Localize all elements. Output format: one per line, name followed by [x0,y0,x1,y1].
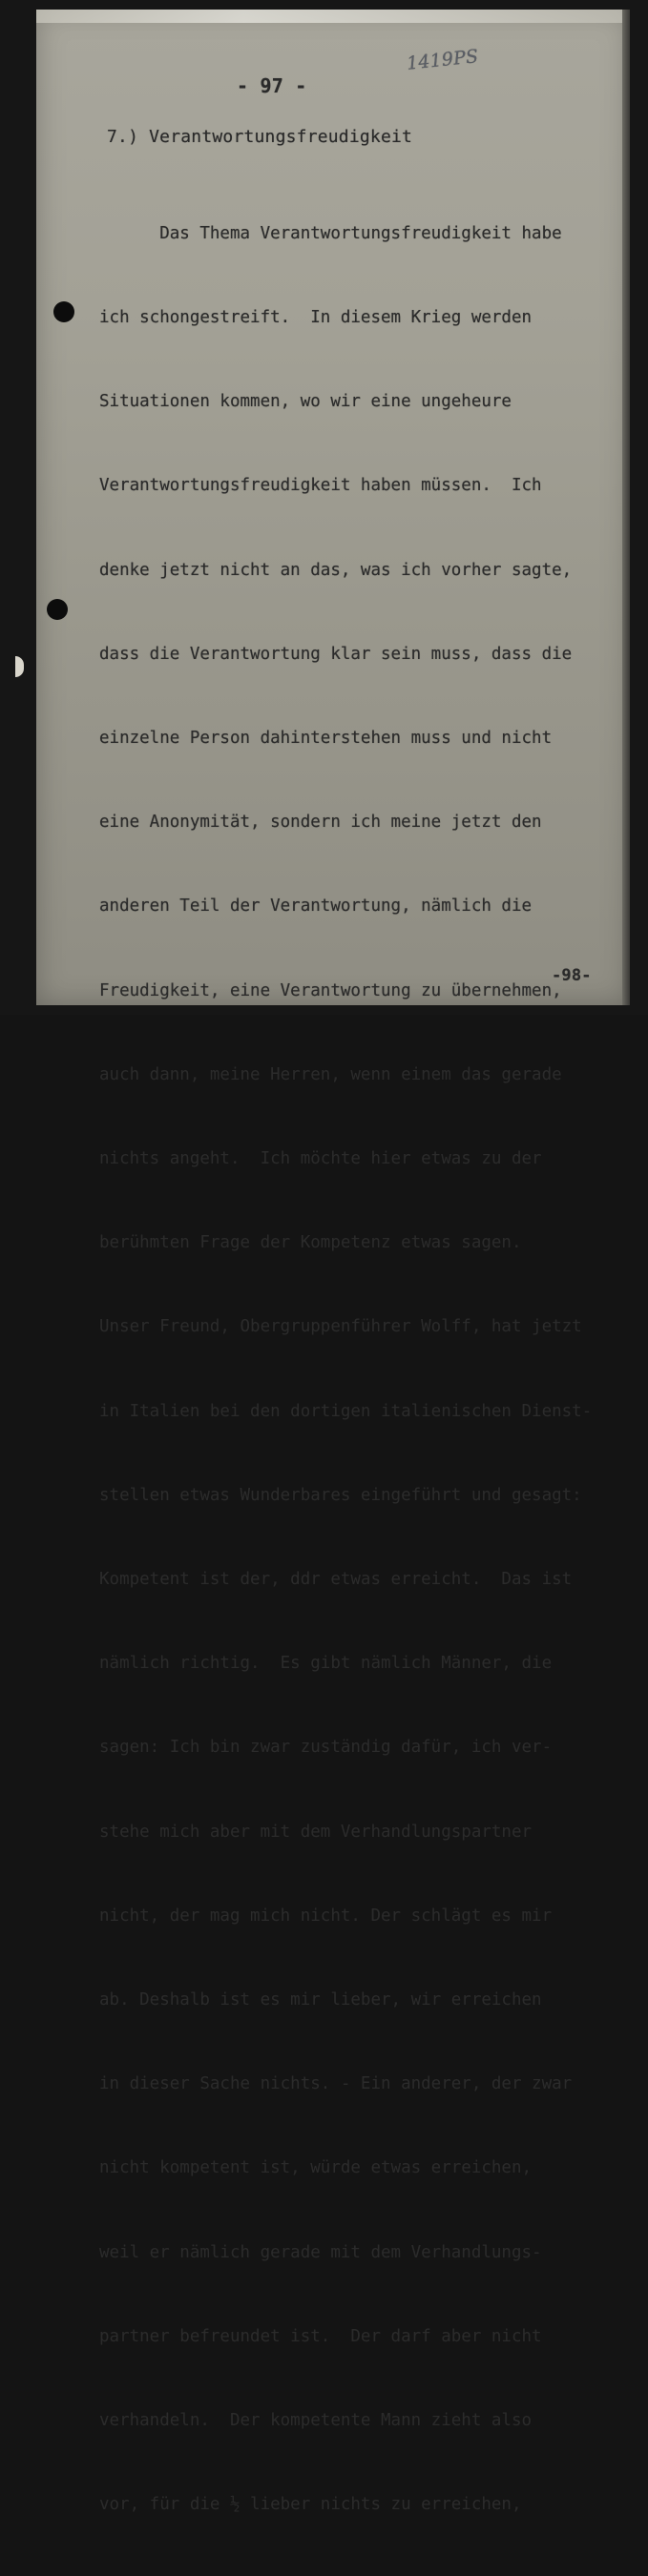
text-line: Situationen kommen, wo wir eine ungeheure [99,392,512,412]
text-line: vor, für die ½ lieber nichts zu erreichen, [99,2495,522,2515]
text-line: Freudigkeit, eine Verantwortung zu übernehmen, [99,980,562,1000]
text-line: anderen Teil der Verantwortung, nämlich die [99,896,533,917]
body-text [99,164,615,2576]
paper-nick [15,656,24,677]
text-line: nicht kompetent ist, würde etwas erreichen, [99,2158,533,2178]
text-line: eine Anonymität, sondern ich meine jetzt den [99,813,542,833]
text-line: nämlich richtig. Es gibt nämlich Männer, die [99,1654,553,1674]
punch-hole-top [53,301,74,322]
page-edge-shadow [622,10,630,1005]
text-line: partner befreundet ist. Der darf aber nicht [99,2326,542,2346]
text-line: nicht, der mag mich nicht. Der schlägt es mir [99,1906,553,1926]
text-line: sagen: Ich bin zwar zuständig dafür, ich ver- [99,1738,553,1758]
text-line: in Italien bei den dortigen italienischen Dienst- [99,1401,593,1421]
text-line: Kompetent ist der, ddr etwas erreicht. Das ist [99,1570,573,1590]
text-line: Das Thema Verantwortungsfreudigkeit habe [99,223,562,243]
punch-hole-bottom [47,599,68,620]
text-line: dass die Verantwortung klar sein muss, dass die [99,644,573,664]
text-line: berühmten Frage der Kompetenz etwas sagen. [99,1233,522,1253]
text-line: in dieser Sache nichts. - Ein anderer, der zwar [99,2074,573,2094]
handwritten-annotation: 1419PS [406,46,480,74]
text-line: denke jetzt nicht an das, was ich vorher sagte, [99,560,573,580]
text-line: Unser Freund, Obergruppenführer Wolff, hat jetzt [99,1317,582,1337]
section-heading: 7.) Verantwortungsfreudigkeit [107,127,413,147]
text-line: ich schongestreift. In diesem Krieg werden [99,308,533,328]
next-page-marker: -98- [552,966,592,985]
text-line: weil er nämlich gerade mit dem Verhandlungs- [99,2242,542,2262]
page-number: - 97 - [237,74,307,97]
text-line: stehe mich aber mit dem Verhandlungspartner [99,1822,533,1842]
text-line: ab. Deshalb ist es mir lieber, wir erreichen [99,1990,542,2010]
text-line: einzelne Person dahinterstehen muss und nicht [99,729,553,749]
text-line: nichts angeht. Ich möchte hier etwas zu der [99,1149,542,1169]
text-line: Verantwortungsfreudigkeit haben müssen. Ich [99,476,542,496]
text-line: auch dann, meine Herren, wenn einem das gerade [99,1064,562,1084]
text-line: verhandeln. Der kompetente Mann zieht also [99,2411,533,2431]
text-line: stellen etwas Wunderbares eingeführt und gesagt: [99,1485,582,1505]
